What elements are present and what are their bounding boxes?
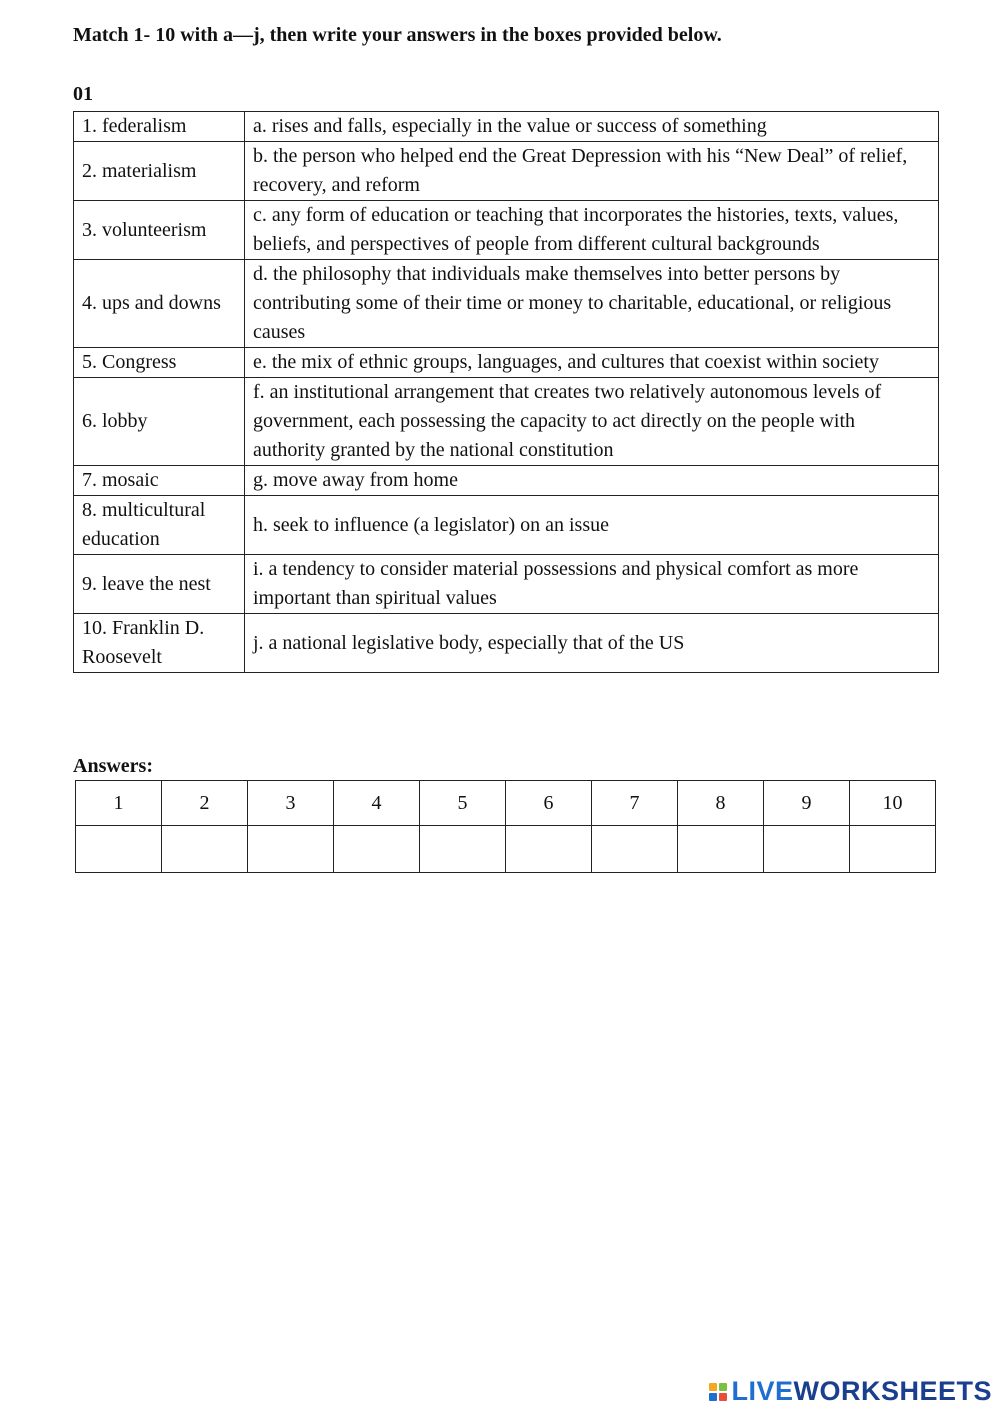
- match-row: [74, 614, 939, 673]
- liveworksheets-logo-icon: [709, 1383, 727, 1401]
- liveworksheets-logo: [709, 1376, 992, 1407]
- answer-box-5[interactable]: [420, 826, 506, 873]
- definition-cell: a. rises and falls, especially in the value or success of something: [245, 112, 939, 142]
- answer-number: 1: [76, 781, 162, 826]
- section-number: 01: [73, 83, 93, 105]
- matching-table: [73, 111, 939, 673]
- match-row: [74, 142, 939, 201]
- definition-cell: j. a national legislative body, especially that of the US: [245, 614, 939, 673]
- definition-cell: e. the mix of ethnic groups, languages, and cultures that coexist within society: [245, 348, 939, 378]
- answer-number: 9: [764, 781, 850, 826]
- answer-number: 10: [850, 781, 936, 826]
- answer-box-10[interactable]: [850, 826, 936, 873]
- match-row: [74, 112, 939, 142]
- definition-cell: g. move away from home: [245, 466, 939, 496]
- match-row: [74, 201, 939, 260]
- term-cell: 7. mosaic: [74, 466, 245, 496]
- match-row: [74, 260, 939, 348]
- answer-box-2[interactable]: [162, 826, 248, 873]
- answer-box-8[interactable]: [678, 826, 764, 873]
- definition-cell: c. any form of education or teaching that incorporates the histories, texts, values, beliefs, and perspectives of people from different cultural backgrounds: [245, 201, 939, 260]
- logo-tile: [709, 1383, 717, 1391]
- definition-cell: d. the philosophy that individuals make themselves into better persons by contributing some of their time or money to charitable, educational, or religious causes: [245, 260, 939, 348]
- logo-tile: [719, 1383, 727, 1391]
- answer-number: 5: [420, 781, 506, 826]
- match-row: [74, 496, 939, 555]
- answers-input-row: [76, 826, 936, 873]
- term-cell: 1. federalism: [74, 112, 245, 142]
- answer-number: 2: [162, 781, 248, 826]
- logo-tile: [719, 1393, 727, 1401]
- answer-box-6[interactable]: [506, 826, 592, 873]
- term-cell: 2. materialism: [74, 142, 245, 201]
- instructions-heading: Match 1- 10 with a—j, then write your answers in the boxes provided below.: [73, 24, 722, 46]
- term-cell: 6. lobby: [74, 378, 245, 466]
- term-cell: 5. Congress: [74, 348, 245, 378]
- answer-number: 4: [334, 781, 420, 826]
- term-cell: 9. leave the nest: [74, 555, 245, 614]
- match-row: [74, 555, 939, 614]
- answer-box-9[interactable]: [764, 826, 850, 873]
- answers-grid: [75, 780, 936, 873]
- answer-box-3[interactable]: [248, 826, 334, 873]
- term-cell: 10. Franklin D. Roosevelt: [74, 614, 245, 673]
- answer-box-4[interactable]: [334, 826, 420, 873]
- definition-cell: f. an institutional arrangement that creates two relatively autonomous levels of government, each possessing the capacity to act directly on the people with authority granted by the national constitution: [245, 378, 939, 466]
- logo-text-worksheets: WORKSHEETS: [793, 1376, 992, 1406]
- answer-box-1[interactable]: [76, 826, 162, 873]
- logo-text-live: LIVE: [731, 1376, 794, 1406]
- answer-number: 3: [248, 781, 334, 826]
- term-cell: 4. ups and downs: [74, 260, 245, 348]
- definition-cell: b. the person who helped end the Great Depression with his “New Deal” of relief, recovery, and reform: [245, 142, 939, 201]
- answers-label: Answers:: [73, 755, 153, 777]
- logo-tile: [709, 1393, 717, 1401]
- definition-cell: i. a tendency to consider material possessions and physical comfort as more important than spiritual values: [245, 555, 939, 614]
- term-cell: 3. volunteerism: [74, 201, 245, 260]
- match-row: [74, 378, 939, 466]
- definition-cell: h. seek to influence (a legislator) on an issue: [245, 496, 939, 555]
- term-cell: 8. multicultural education: [74, 496, 245, 555]
- answer-box-7[interactable]: [592, 826, 678, 873]
- match-row: [74, 348, 939, 378]
- answer-number: 8: [678, 781, 764, 826]
- answer-number: 7: [592, 781, 678, 826]
- match-row: [74, 466, 939, 496]
- answer-number: 6: [506, 781, 592, 826]
- answers-number-row: [76, 781, 936, 826]
